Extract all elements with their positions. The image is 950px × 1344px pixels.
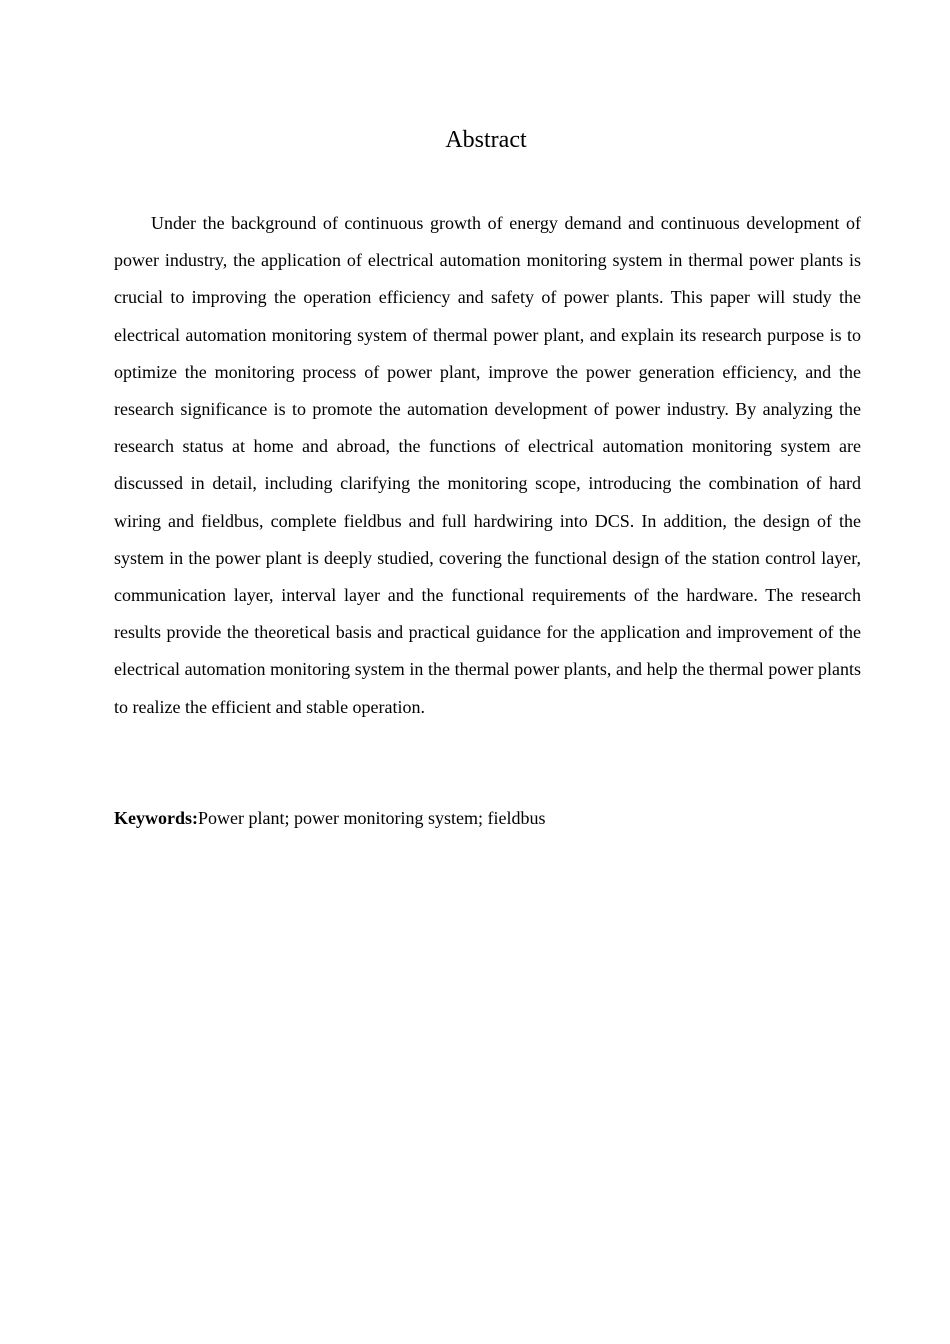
keywords-line (114, 800, 861, 837)
abstract-title: Abstract (445, 127, 527, 153)
keywords-text: Power plant; power monitoring system; fieldbus (198, 808, 546, 828)
keywords-label: Keywords: (114, 808, 198, 828)
abstract-body: Under the background of continuous growth of energy demand and continuous development of power industry, the application of electrical automation monitoring system in thermal power plants is crucial to improving the operation efficiency and safety of power plants. This paper will study the electrical automation monitoring system of thermal power plant, and explain its research purpose is to optimize the monitoring process of power plant, improve the power generation efficiency, and the research significance is to promote the automation development of power industry. By analyzing the research status at home and abroad, the functions of electrical automation monitoring system are discussed in detail, including clarifying the monitoring scope, introducing the combination of hard wiring and fieldbus, complete fieldbus and full hardwiring into DCS. In addition, the design of the system in the power plant is deeply studied, covering the functional design of the station control layer, communication layer, interval layer and the functional requirements of the hardware. The research results provide the theoretical basis and practical guidance for the application and improvement of the electrical automation monitoring system in the thermal power plants, and help the thermal power plants to realize the efficient and stable operation. (114, 213, 861, 717)
